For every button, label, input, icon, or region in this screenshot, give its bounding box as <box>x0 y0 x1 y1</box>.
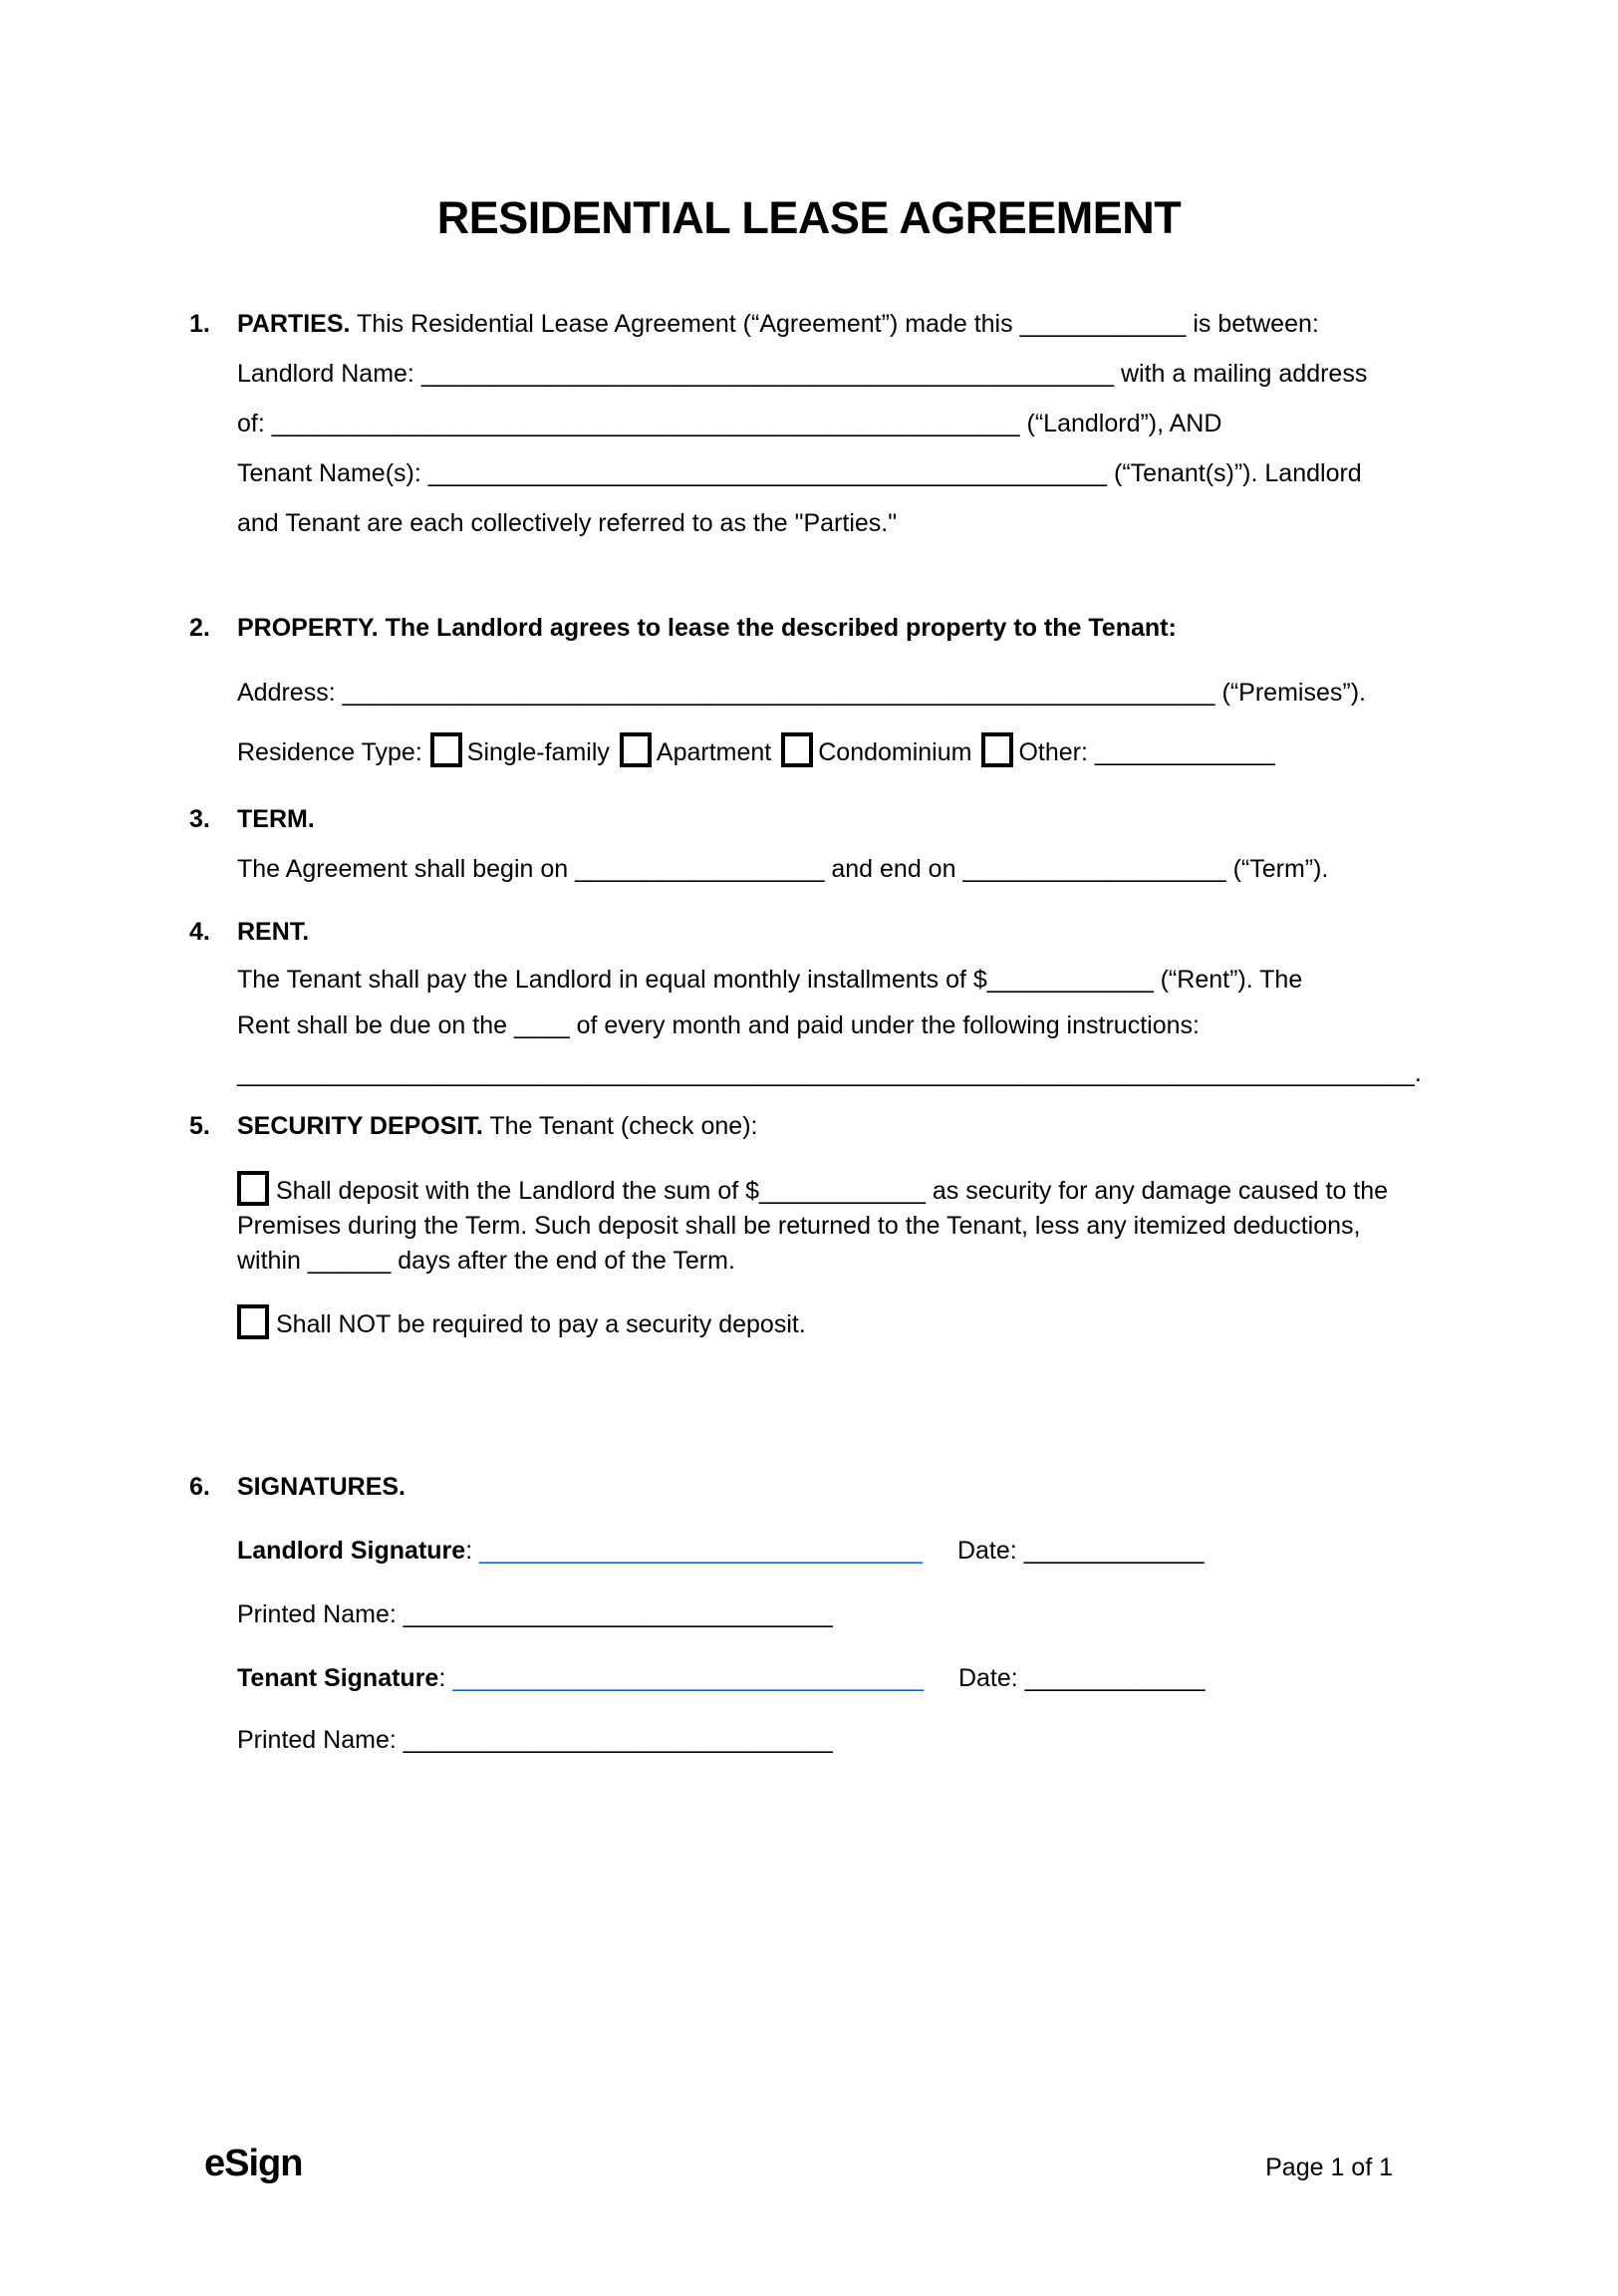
parties-intro-end: is between: <box>1193 310 1319 338</box>
date-label: Date: <box>956 1537 1017 1565</box>
term-begin-date-blank[interactable]: __________________ <box>575 855 825 883</box>
section-number: 4. <box>189 918 210 946</box>
signatures-heading-line <box>0 1462 1618 1512</box>
section-number: 1. <box>189 310 210 338</box>
rent-line-2 <box>0 1003 1618 1048</box>
document-page <box>0 191 1618 2296</box>
property-address-line <box>0 668 1618 718</box>
mailing-address-suffix: (“Landlord”), AND <box>1026 410 1222 437</box>
parties-line-5 <box>0 498 1618 548</box>
security-deposit-heading-rest: The Tenant (check one): <box>489 1112 758 1140</box>
property-heading-line <box>0 603 1618 653</box>
residence-type-label: Residence Type: <box>237 738 422 766</box>
section-number: 6. <box>189 1473 210 1501</box>
printed-name-label: Printed Name: <box>237 1726 397 1754</box>
deposit-option1-part2: as security for any damage caused to the Premises during the Term. Such deposit shall be returned to the Tenant, less any itemized deductions, within <box>237 1177 1389 1275</box>
tenant-names-suffix: (“Tenant(s)”). Landlord <box>1114 459 1362 487</box>
single-family-label: Single-family <box>466 738 610 766</box>
deposit-option1-part1: Shall deposit with the Landlord the sum of $ <box>276 1177 760 1205</box>
mailing-address-blank[interactable]: ______________________________________________________ <box>271 410 1020 437</box>
rent-heading-line <box>0 907 1618 957</box>
other-residence-blank[interactable]: _____________ <box>1094 738 1275 766</box>
printed-name-label: Printed Name: <box>237 1600 397 1628</box>
parties-line-3 <box>0 399 1618 448</box>
security-deposit-heading: SECURITY DEPOSIT. <box>237 1112 483 1140</box>
term-end-date-blank[interactable]: ___________________ <box>962 855 1226 883</box>
deposit-option-1 <box>0 1171 1429 1279</box>
landlord-date-blank[interactable]: _____________ <box>1023 1537 1205 1565</box>
property-heading-rest: The Landlord agrees to lease the described property to the Tenant: <box>385 614 1177 642</box>
term-body-end: (“Term”). <box>1232 855 1329 883</box>
page-number-label: Page 1 of 1 <box>1265 2153 1393 2181</box>
property-heading: PROPERTY. <box>237 614 379 642</box>
tenant-printed-name-blank[interactable]: _______________________________ <box>403 1726 833 1754</box>
date-label: Date: <box>957 1664 1018 1692</box>
rent-line-1 <box>0 957 1618 1003</box>
rent-line2-start: Rent shall be due on the <box>237 1011 508 1039</box>
tenant-names-blank[interactable]: _________________________________________________ <box>427 459 1108 487</box>
deposit-amount-blank[interactable]: ____________ <box>759 1177 926 1205</box>
payment-instructions-blank[interactable]: _____________________________________________________________________________________ <box>237 1059 1415 1087</box>
section-signatures <box>0 1462 1618 1765</box>
apartment-checkbox[interactable] <box>620 732 652 767</box>
landlord-signature-field[interactable]: ________________________________ <box>479 1537 924 1565</box>
tenant-signature-row <box>0 1653 1618 1703</box>
tenant-date-blank[interactable]: _____________ <box>1024 1664 1206 1692</box>
section-rent <box>0 907 1618 1098</box>
rent-line1-start: The Tenant shall pay the Landlord in equal monthly installments of $ <box>237 966 987 994</box>
apartment-label: Apartment <box>656 738 772 766</box>
condominium-label: Condominium <box>818 738 972 766</box>
parties-line-2 <box>0 349 1618 399</box>
parties-heading: PARTIES. <box>237 310 351 338</box>
signatures-heading: SIGNATURES. <box>237 1473 405 1501</box>
deposit-option1-part3: days after the end of the Term. <box>398 1247 735 1275</box>
colon: : <box>438 1664 446 1692</box>
made-this-date-blank[interactable]: ____________ <box>1019 310 1187 338</box>
landlord-name-blank[interactable]: __________________________________________________ <box>420 360 1115 388</box>
landlord-name-suffix: with a mailing address <box>1121 360 1368 388</box>
other-checkbox[interactable] <box>981 732 1013 767</box>
shall-deposit-checkbox[interactable] <box>237 1171 269 1206</box>
deposit-option2-text: Shall NOT be required to pay a security deposit. <box>276 1310 806 1338</box>
rent-heading: RENT. <box>237 918 310 946</box>
condominium-checkbox[interactable] <box>781 732 813 767</box>
tenant-names-label: Tenant Name(s): <box>237 459 421 487</box>
rent-line2-end: of every month and paid under the following instructions: <box>576 1011 1200 1039</box>
address-suffix: (“Premises”). <box>1221 679 1366 707</box>
term-body-middle: and end on <box>831 855 956 883</box>
instructions-period: . <box>1414 1059 1422 1087</box>
document-title: RESIDENTIAL LEASE AGREEMENT <box>436 192 1182 243</box>
colon: : <box>465 1537 473 1565</box>
address-label: Address: <box>237 679 336 707</box>
section-number: 2. <box>189 614 210 642</box>
esign-logo: eSign <box>204 2143 303 2184</box>
section-parties <box>0 299 1618 548</box>
parties-closing: and Tenant are each collectively referred to as the "Parties." <box>237 509 898 537</box>
rent-instructions-line <box>0 1048 1618 1098</box>
section-security-deposit <box>0 1101 1618 1346</box>
landlord-name-label: Landlord Name: <box>237 360 414 388</box>
rent-line1-end: (“Rent”). The <box>1160 966 1303 994</box>
term-body-start: The Agreement shall begin on <box>237 855 569 883</box>
section-property <box>0 603 1618 777</box>
rent-due-day-blank[interactable]: ____ <box>514 1011 570 1039</box>
section-number: 5. <box>189 1112 210 1140</box>
term-heading: TERM. <box>237 805 315 833</box>
mailing-address-label: of: <box>237 410 265 437</box>
address-blank[interactable]: _______________________________________________________________ <box>342 679 1215 707</box>
deposit-days-blank[interactable]: ______ <box>307 1247 392 1275</box>
landlord-printed-name-blank[interactable]: _______________________________ <box>403 1600 833 1628</box>
no-deposit-checkbox[interactable] <box>237 1304 269 1339</box>
single-family-checkbox[interactable] <box>430 732 462 767</box>
parties-line-4 <box>0 448 1618 498</box>
term-body-line <box>0 844 1618 894</box>
section-number: 3. <box>189 805 210 833</box>
page-footer <box>204 2143 1393 2185</box>
parties-intro: This Residential Lease Agreement (“Agreement”) made this <box>356 310 1013 338</box>
security-deposit-heading-line <box>0 1101 1618 1151</box>
tenant-printed-name-row <box>0 1715 1618 1765</box>
tenant-signature-field[interactable]: __________________________________ <box>452 1664 924 1692</box>
residence-type-line <box>0 727 1618 777</box>
deposit-option-2 <box>0 1302 1618 1346</box>
section-term <box>0 794 1618 894</box>
landlord-signature-label: Landlord Signature <box>237 1537 466 1565</box>
rent-amount-blank[interactable]: ____________ <box>986 966 1154 994</box>
tenant-signature-label: Tenant Signature <box>237 1664 439 1692</box>
other-label: Other: <box>1018 738 1088 766</box>
term-heading-line <box>0 794 1618 844</box>
landlord-printed-name-row <box>0 1589 1618 1639</box>
landlord-signature-row <box>0 1526 1618 1576</box>
parties-line-1 <box>0 299 1618 349</box>
